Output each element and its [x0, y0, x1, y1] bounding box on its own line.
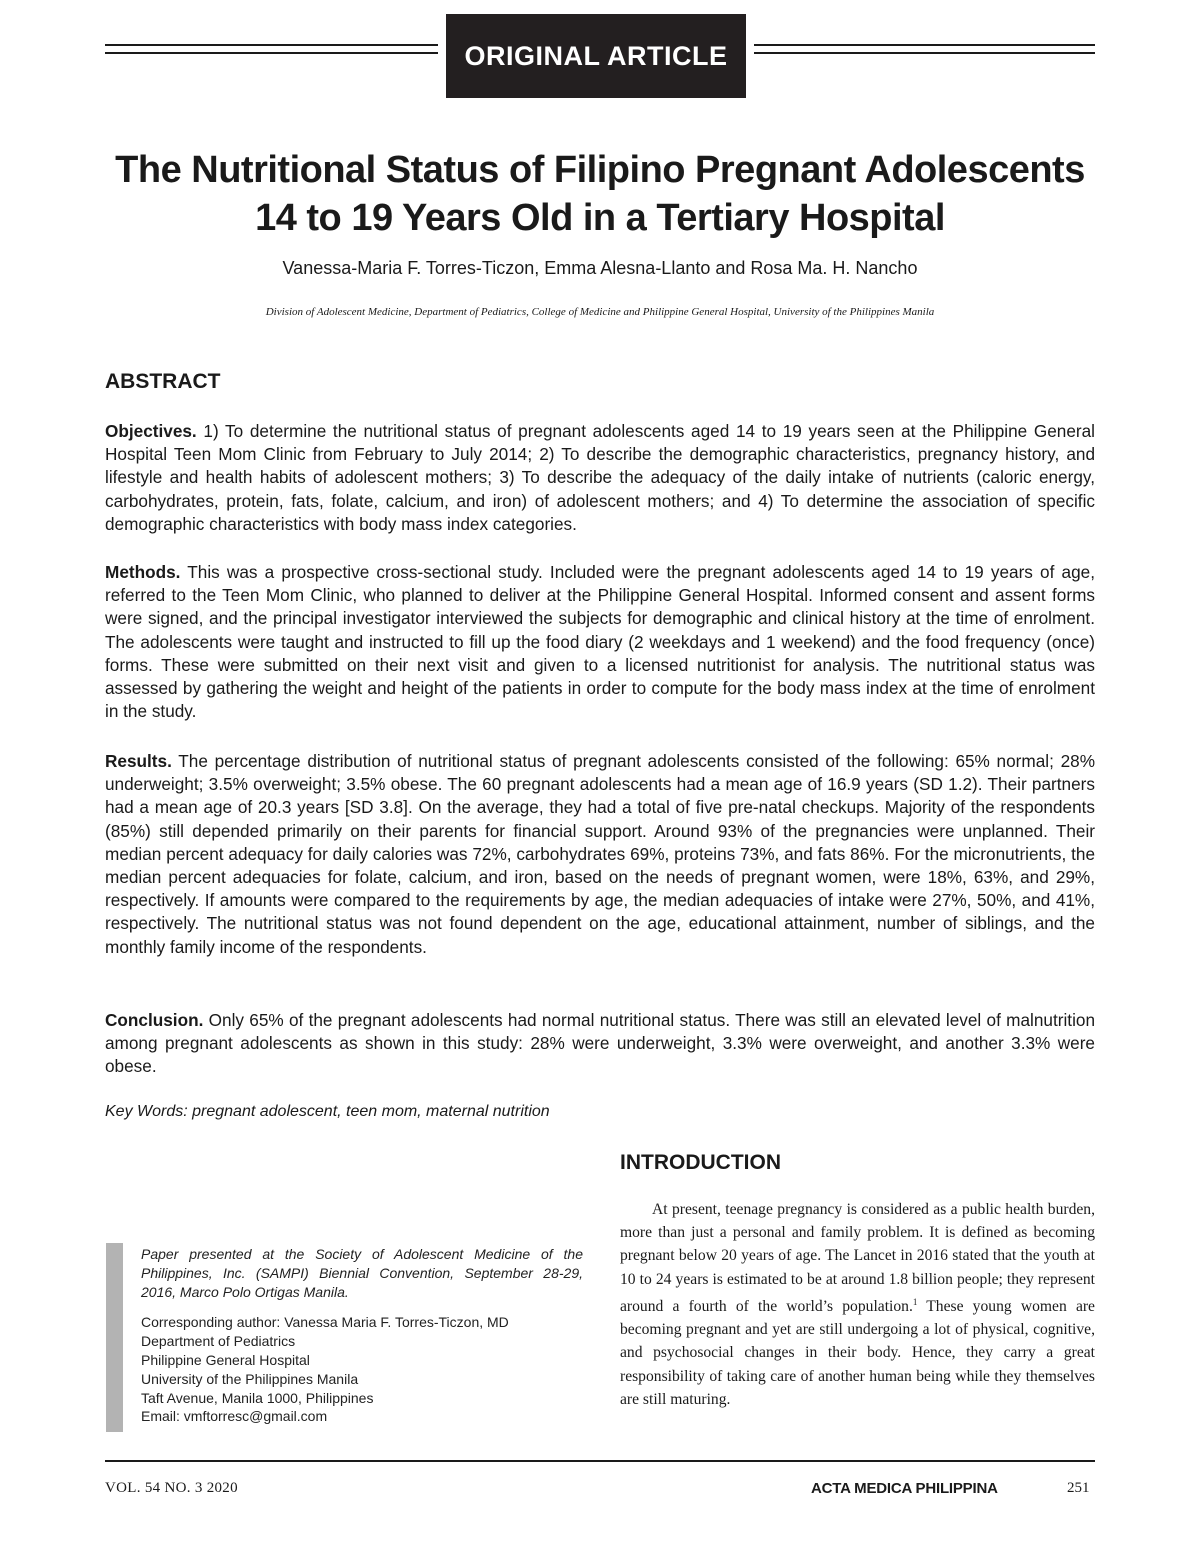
footer-journal-name: ACTA MEDICA PHILIPPINA	[811, 1480, 998, 1497]
article-title	[60, 146, 1140, 242]
keywords: Key Words: pregnant adolescent, teen mom, maternal nutrition	[105, 1103, 550, 1120]
abstract-conclusion	[105, 1009, 1095, 1079]
intro-text-part-1: At present, teenage pregnancy is considered as a public health burden, more than just a personal and family problem. It is defined as becoming pregnant below 20 years of age. The Lancet in 2016 stated that the youth at 10 to 24 years is estimated to be at around 1.8 billion people; they represent around a fourth of the world’s population.	[620, 1201, 1095, 1315]
presented-note: Paper presented at the Society of Adolescent Medicine of the Philippines, Inc. (SAMPI) Biennial Convention, September 28-29, 2016, Marco Polo Ortigas Manila.	[141, 1246, 583, 1300]
footnote-bar	[106, 1243, 123, 1432]
conclusion-label: Conclusion.	[105, 1010, 204, 1030]
footer-page-number: 251	[1067, 1480, 1090, 1496]
abstract-results	[105, 750, 1095, 959]
title-line-2: 14 to 19 Years Old in a Tertiary Hospital	[255, 197, 945, 239]
corr-department: Department of Pediatrics	[141, 1333, 296, 1350]
author-affiliation: Division of Adolescent Medicine, Department of Pediatrics, College of Medicine and Philippine General Hospital, University of the Philippines Manila	[265, 306, 935, 318]
corresponding-author: Corresponding author: Vanessa Maria F. Torres-Ticzon, MD	[141, 1314, 509, 1331]
header-rule-right	[754, 42, 1095, 60]
footer-volume: VOL. 54 NO. 3 2020	[105, 1480, 238, 1496]
objectives-text: 1) To determine the nutritional status of pregnant adolescents aged 14 to 19 years seen at the Philippine General Hospital Teen Mom Clinic from February to July 2014; 2) To describe the demographic characteristics, pregnancy history, and lifestyle and health habits of adolescent mothers; 3) To describe the adequacy of the daily intake of nutrients (caloric energy, carbohydrates, protein, fats, folate, calcium, and iron) of adolescent mothers; and 4) To determine the association of specific demographic characteristics with body mass index categories.	[105, 421, 1095, 534]
abstract-methods	[105, 561, 1095, 723]
methods-text: This was a prospective cross-sectional study. Included were the pregnant adolescents aged 14 to 19 years of age, referred to the Teen Mom Clinic, who planned to deliver at the Philippine General Hospital. Informed consent and assent forms were signed, and the principal investigator interviewed the subjects for demographic and clinical history at the time of enrolment. The adolescents were taught and instructed to fill up the food diary (2 weekdays and 1 weekend) and the food frequency (once) forms. These were submitted on their next visit and given to a licensed nutritionist for analysis. The nutritional status was assessed by gathering the weight and height of the patients in order to compute for the body mass index at the time of enrolment in the study.	[105, 562, 1096, 722]
corr-university: University of the Philippines Manila	[141, 1370, 359, 1387]
title-line-1: The Nutritional Status of Filipino Pregnant Adolescents	[115, 149, 1085, 191]
intro-text-part-2: These young women are becoming pregnant and yet are still undergoing a lot of physical, cognitive, and psychosocial changes in their body. Hence, they carry a great responsibility of taking care of another human being while they themselves are still maturing.	[620, 1298, 1095, 1408]
abstract-heading: ABSTRACT	[105, 370, 221, 393]
footnote-box	[141, 1245, 583, 1426]
reference-mark: 1	[912, 1296, 918, 1307]
corresponding-author-block	[141, 1313, 583, 1426]
conclusion-text: Only 65% of the pregnant adolescents had normal nutritional status. There was still an elevated level of malnutrition among pregnant adolescents as shown in this study: 28% were underweight, 3.3% were overweight, and another 3.3% were obese.	[105, 1010, 1095, 1077]
introduction-heading: INTRODUCTION	[620, 1151, 781, 1174]
footer-rule	[105, 1460, 1095, 1462]
header-rule-left	[105, 42, 438, 60]
introduction-body	[620, 1198, 1095, 1411]
corr-address: Taft Avenue, Manila 1000, Philippines	[141, 1389, 374, 1406]
article-type-badge: ORIGINAL ARTICLE	[446, 14, 746, 98]
abstract-objectives	[105, 420, 1095, 536]
author-list: Vanessa-Maria F. Torres-Ticzon, Emma Alesna-Llanto and Rosa Ma. H. Nancho	[282, 258, 918, 278]
objectives-label: Objectives.	[105, 421, 197, 441]
methods-label: Methods.	[105, 562, 181, 582]
corr-hospital: Philippine General Hospital	[141, 1351, 310, 1368]
results-label: Results.	[105, 751, 172, 771]
corr-email: Email: vmftorresc@gmail.com	[141, 1408, 328, 1425]
results-text: The percentage distribution of nutritional status of pregnant adolescents consisted of the following: 65% normal; 28% underweight; 3.5% overweight; 3.5% obese. The 60 pregnant adolescents had a mean age of 16.9 years (SD 1.2). Their partners had a mean age of 20.3 years [SD 3.8]. On the average, they had a total of five pre-natal checkups. Majority of the respondents (85%) still depended primarily on their parents for financial support. Around 93% of the pregnancies were unplanned. Their median percent adequacy for daily calories was 72%, carbohydrates 69%, proteins 73%, and fats 86%. For the micronutrients, the median percent adequacies for folate, calcium, and iron, based on the needs of pregnant women, were 18%, 63%, and 29%, respectively. If amounts were compared to the requirements by age, the median adequacies of intake were 27%, 50%, and 41%, respectively. The nutritional status was not found dependent on the age, educational attainment, number of siblings, and the monthly family income of the respondents.	[105, 751, 1095, 957]
